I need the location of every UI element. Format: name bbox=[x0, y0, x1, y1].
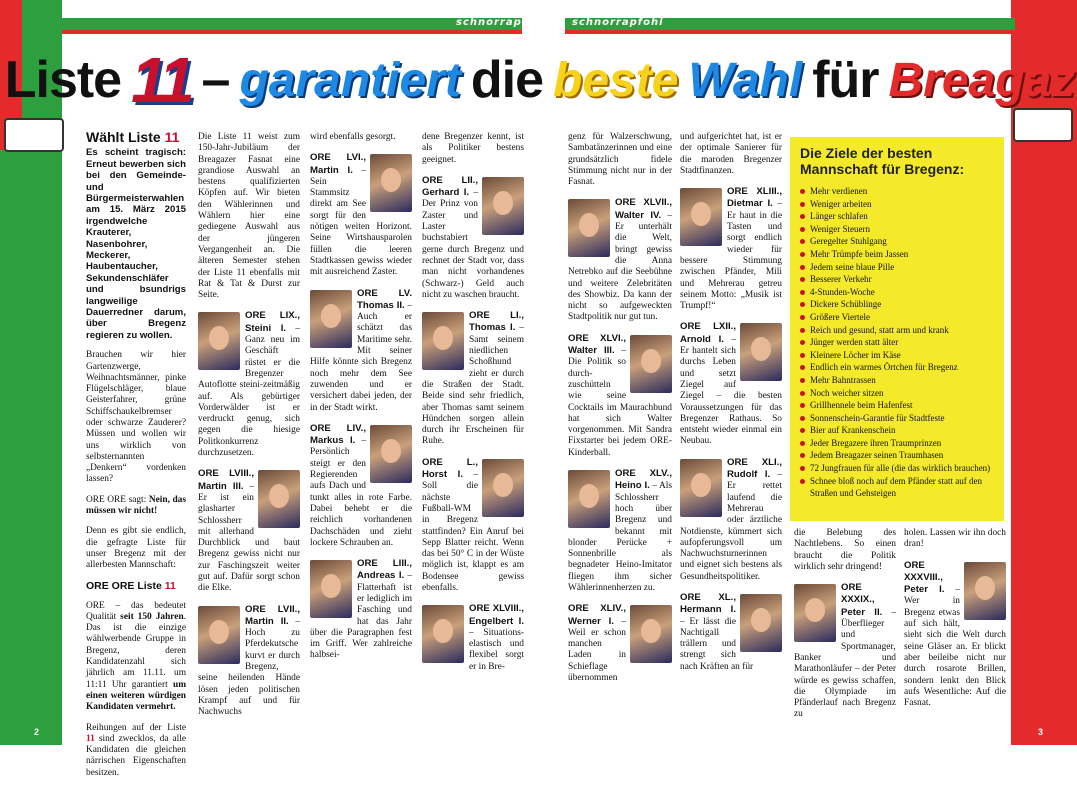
column-5 bbox=[568, 132, 672, 693]
column-7 bbox=[794, 528, 896, 730]
candidate-photo bbox=[740, 323, 782, 381]
candidate-entry: ORE XLVIII., Engelbert I. – Situations-elastisch und flexibel sorgt er in Bre- bbox=[422, 603, 524, 673]
candidate-entry: ORE LIV., Markus I. – Persönlich steigt er den Regierenden aufs Dach und tunkt alles in rote Farbe. Dabei behebt er die reichlich vorhandenen Dachschäden und zieht lockere Schrauben an. bbox=[310, 422, 412, 548]
candidate-entry: ORE LXII., Arnold I. – Er hantelt sich durchs Leben und setzt Ziegel auf Ziegel – die besten Voraussetzungen für das Bregenzer Rathaus. So entsteht wieder einmal ein Neubau. bbox=[680, 321, 782, 447]
paragraph: ORE ORE sagt: Nein, das müssen wir nicht! bbox=[86, 494, 186, 517]
goal-item: Jedem Breagazer seinen Traumhasen bbox=[800, 449, 994, 462]
paragraph: dene Bregenzer kennt, ist als Politiker bestens geeignet. bbox=[422, 132, 524, 165]
paragraph: Die Liste 11 weist zum 150-Jahr-Jubiläum der Breagazer Fasnat eine grandiose Auswahl an bestens qualifizierten Köpfen auf. Wir bieten den Wählerinnen und Wählern hier eine gediegene Auswahl aus der jüngeren Vergangenheit an. Die älteren Semester stehen der Liste 11 ebenfalls mit Rat & Tat & Durst zur Seite. bbox=[198, 132, 300, 301]
paragraph: und aufgerichtet hat, ist er der optimale Sanierer für die maroden Bregenzer Stadtfinanzen. bbox=[680, 132, 782, 176]
lead-paragraph: Es scheint tragisch: Erneut bewerben sich bei den Gemeinde- und Bürgermeisterwahlen am 15. März 2015 irgendwelche Krauterer, Nasenbohrer, Meckerer, Haubentaucher, Sekundenschläfer und bsundrigs langweilige Dauerredner darum, über Bregenz regieren zu wollen. bbox=[86, 147, 186, 341]
goal-item: Endlich ein warmes Örtchen für Bregenz bbox=[800, 361, 994, 374]
candidate-entry: ORE XLI., Rudolf I. – Er rettet laufend die Mehrerau oder ärztliche Notdienste, kümmert sich aufopferungsvoll um Nachwuchsturnerinnen und eignet sich bestens als Gesundheitspolitiker. bbox=[680, 456, 782, 582]
title-word: die bbox=[470, 51, 543, 109]
candidate-photo bbox=[422, 605, 464, 663]
candidate-photo bbox=[258, 470, 300, 528]
subheading: ORE ORE Liste 11 bbox=[86, 579, 176, 592]
goal-item: Mehr Trümpfe beim Jassen bbox=[800, 248, 994, 261]
goal-item: Weniger arbeiten bbox=[800, 198, 994, 211]
paragraph: holen. Lassen wir ihn doch dran! bbox=[904, 528, 1006, 550]
candidate-entry: ORE LVIII., Martin III. – Er ist ein glasharter Schlossherr mit allerhand Durchblick und baut Bregenz gewiss nicht nur zur Faschingszeit weiter gut auf. Dafür sorgt schon die Elke. bbox=[198, 468, 300, 594]
candidate-photo bbox=[422, 312, 464, 370]
candidate-photo bbox=[370, 154, 412, 212]
goal-item: Grillhennele beim Hafenfest bbox=[800, 399, 994, 412]
candidate-photo bbox=[680, 188, 722, 246]
column-heading: Wählt Liste 11 bbox=[86, 129, 180, 145]
goal-item: Kleinere Löcher im Käse bbox=[800, 349, 994, 362]
page-number-left: 2 bbox=[34, 727, 40, 737]
goals-title: Die Ziele der besten Mannschaft für Bregenz: bbox=[800, 145, 965, 177]
paragraph: ORE – das bedeutet Qualität seit 150 Jahren. Das ist die einzige wählwerbende Gruppe in Bregenz, deren Kandidatenzahl sich jährlich am 11.11. um 11:11 Uhr garantiert um einen weiteren würdigen Kandidaten vermehrt. bbox=[86, 600, 187, 713]
candidate-entry: ORE XLVI., Walter III. – Die Politik so durch-zuschütteln wie seine Cocktails im Maurachbund hat sich Walter vorgenommen. Mit Sandra Fixstarter bei jedem ORE-Kinderball. bbox=[568, 332, 672, 458]
title-word: Wahl bbox=[688, 53, 803, 107]
goal-item: Besserer Verkehr bbox=[800, 273, 994, 286]
candidate-photo bbox=[630, 605, 672, 663]
wrench-icon bbox=[1013, 108, 1073, 142]
goal-item: Sonnenschein-Garantie für Stadtfeste bbox=[800, 412, 994, 425]
candidate-photo bbox=[680, 459, 722, 517]
goals-list bbox=[800, 185, 994, 500]
goal-item: Mehr verdienen bbox=[800, 185, 994, 198]
column-1 bbox=[86, 129, 187, 788]
column-2 bbox=[198, 132, 300, 728]
goal-item: Dickere Schüblinge bbox=[800, 298, 994, 311]
candidate-entry: ORE XXXVIII., Peter I. – Wer in Bregenz etwas auf sich hält, sieht sich die Welt durch seine Gläser an. Er blickt aber beileibe nicht nur durch rosarote Brillen, sondern lenkt den Blick aufs Wesentliche: Auf die Fasnat. bbox=[904, 559, 1006, 709]
left-edge-bar bbox=[0, 0, 22, 745]
paragraph: wird ebenfalls gesorgt. bbox=[310, 132, 396, 142]
column-4 bbox=[422, 132, 524, 682]
candidate-entry: ORE XL., Hermann I. – Er lässt die Nachtigall trällern und strengt sich nach Kräften an für bbox=[680, 592, 782, 673]
column-6 bbox=[680, 132, 782, 682]
title-number: 11 bbox=[131, 44, 192, 116]
candidate-photo bbox=[794, 584, 836, 642]
column-3 bbox=[310, 132, 412, 671]
candidate-entry: ORE XLIII., Dietmar I. – Er haut in die Tasten und sorgt endlich wieder für bessere Stimmung zwischen Pfänder, Mili und Mehrerau getreu seinem Motto: „Musik ist Trumpf!“ bbox=[680, 186, 782, 312]
candidate-photo bbox=[310, 290, 352, 348]
candidate-photo bbox=[630, 335, 672, 393]
paragraph: Brauchen wir hier Gartenzwerge, Weihnachtsmänner, pinke Flügelschläger, blaue Geisterfahrer, grüne Schiffschaukelbremser oder schwarze Zauderer? Müssen und wollen wir uns wirklich von selbsternannten „Denkern“ vordenken lassen? bbox=[86, 350, 186, 485]
candidate-entry: ORE L., Horst I. – Soll die nächste Fußball-WM in Bregenz stattfinden? Ein Anruf bei Sepp Blatter reicht. Wenn das bei 50° C in der Wüste möglich ist, klappt es am Bodensee gewiss ebenfalls. bbox=[422, 456, 524, 593]
header-stripe-left bbox=[62, 30, 522, 34]
goal-item: Weniger Steuern bbox=[800, 223, 994, 236]
goal-item: Bier auf Krankenschein bbox=[800, 424, 994, 437]
candidate-photo bbox=[568, 470, 610, 528]
goal-item: 72 Jungfrauen für alle (die das wirklich brauchen) bbox=[800, 462, 994, 475]
goals-box bbox=[790, 137, 1004, 521]
candidate-entry: ORE LV. Thomas II. – Auch er schätzt das Maritime sehr. Mit seiner Hilfe könnte sich Bregenz noch mehr dem See zuwenden und er versichert dabei jeden, der in der Stadt wirkt. bbox=[310, 287, 412, 413]
candidate-entry: ORE LII., Gerhard I. – Der Prinz von Zaster und Laster buchstabiert gerne durch Bregenz und rechnet der Stadt vor, dass man nicht vorhandenes (Schwarz-) Geld auch nicht zu waschen braucht. bbox=[422, 174, 524, 300]
candidate-entry: ORE XLVII., Walter IV. – Er unterhält die Welt, bringt gewiss die Anna Netrebko auf die Seebühne und weitere Zelebritäten des Showbiz. Da kann der nicht so aufgeweckten Stadtpolitik nur gut tun. bbox=[568, 197, 673, 323]
title-word: garantiert bbox=[239, 53, 461, 107]
page-title bbox=[4, 44, 1076, 116]
candidate-entry: ORE LVI., Martin I. – Sein Stammsitz direkt am See sorgt für den nötigen weiten Horizont. Seine Wirtshausparolen füllen die leeren Stadtkassen gewiss wieder mit ausreichend Zaster. bbox=[310, 152, 412, 278]
candidate-photo bbox=[482, 459, 524, 517]
candidate-entry: ORE LVII., Martin II. – Hoch zu Pferdekutsche kurvt er durch Bregenz, seine heilenden Hände lösen jeden politischen Krampf auf und für Nachwuchs bbox=[198, 603, 300, 718]
candidate-entry: ORE LIX., Steini I. – Ganz neu im Geschäft rüstet er die Bregenzer Autoflotte steini-zeitmäßig auf. Als gebürtiger Vorderwälder ist er verdruckt genug, sich gegen die hiesige Politkonkurrenz durchzusetzen. bbox=[198, 310, 300, 459]
title-word: Liste bbox=[4, 51, 122, 109]
candidate-entry: ORE LIII., Andreas I. – Flatterhaft ist er lediglich im Fasching und hat das Jahr über die Paragraphen fest im Griff. Wer zahlreiche halbsei- bbox=[310, 558, 413, 661]
candidate-photo bbox=[740, 594, 782, 652]
title-word: Breagaz bbox=[888, 53, 1076, 107]
candidate-photo bbox=[482, 177, 524, 235]
title-dash: – bbox=[201, 51, 230, 109]
brand-right: schnorrapfohl bbox=[572, 17, 664, 28]
header-stripe-right bbox=[565, 30, 1015, 34]
header-band-left bbox=[62, 18, 522, 30]
goal-item: Noch weicher sitzen bbox=[800, 387, 994, 400]
paragraph: Reihungen auf der Liste 11 sind zwecklos, da alle Kandidaten die gleichen närrischen Eigenschaften besitzen. bbox=[86, 722, 187, 778]
wrench-icon bbox=[4, 118, 64, 152]
candidate-photo bbox=[568, 199, 610, 257]
goal-item: Länger schlafen bbox=[800, 210, 994, 223]
goal-item: Geregelter Stuhlgang bbox=[800, 235, 994, 248]
candidate-entry: ORE XXXIX., Peter II. – Überflieger und Sportmanager, Banker und Marathonläufer – der Peter würde es gewiss schaffen, die Olympiade im Pfänderlauf nach Bregenz zu bbox=[794, 582, 896, 720]
title-word: beste bbox=[553, 53, 679, 107]
paragraph: Denn es gibt sie endlich, die gefragte Liste für unser Bregenz mit der allerbesten Mannschaft: bbox=[86, 526, 186, 571]
brand-left: schnorrapfohl bbox=[456, 17, 548, 28]
candidate-photo bbox=[198, 312, 240, 370]
goal-item: Reich und gesund, statt arm und krank bbox=[800, 324, 994, 337]
candidate-entry: ORE XLIV., Werner I. – Weil er schon manchen Laden in Schieflage übernommen bbox=[568, 603, 672, 684]
candidate-entry: ORE XLV., Heino I. – Als Schlossherr hoch über Bregenz und bekannt mit blonder Perücke + Sonnenbrille als begnadeter Heino-Imitator fliegen ihm sicher Wählerinnenherzen zu. bbox=[568, 468, 673, 593]
goal-item: Jedem seine blaue Pille bbox=[800, 261, 994, 274]
paragraph: die Belebung des Nachtlebens. So einen braucht die Politik wirklich sehr dringend! bbox=[794, 528, 896, 572]
candidate-photo bbox=[198, 606, 240, 664]
candidate-photo bbox=[370, 425, 412, 483]
goal-item: Größere Viertele bbox=[800, 311, 994, 324]
paragraph: genz für Walzerschwung, Sambatänzerinnen und eine grundsätzlich fidele Stimmung nicht nur in der Fasnat. bbox=[568, 132, 672, 188]
candidate-photo bbox=[964, 562, 1006, 620]
goal-item: Jeder Bregazere ihren Traumprinzen bbox=[800, 437, 994, 450]
goal-item: Schnee bloß noch auf dem Pfänder statt auf den Straßen und Gehsteigen bbox=[800, 475, 994, 500]
goal-item: Jünger werden statt älter bbox=[800, 336, 994, 349]
goal-item: 4-Stunden-Woche bbox=[800, 286, 994, 299]
left-green-strip bbox=[22, 0, 62, 745]
goal-item: Mehr Bahntrassen bbox=[800, 374, 994, 387]
column-8 bbox=[904, 528, 1006, 718]
candidate-photo bbox=[310, 560, 352, 618]
page-number-right: 3 bbox=[1037, 727, 1043, 737]
title-word: für bbox=[812, 51, 879, 109]
candidate-entry: ORE LI., Thomas I. – Samt seinem niedlichen Schoßhund zieht er durch die Straßen der Stadt. Beide sind sehr friedlich, aber Thomas samt seinem Hündchen sorgen allein durch ihr Erscheinen für Ruhe. bbox=[422, 310, 524, 447]
